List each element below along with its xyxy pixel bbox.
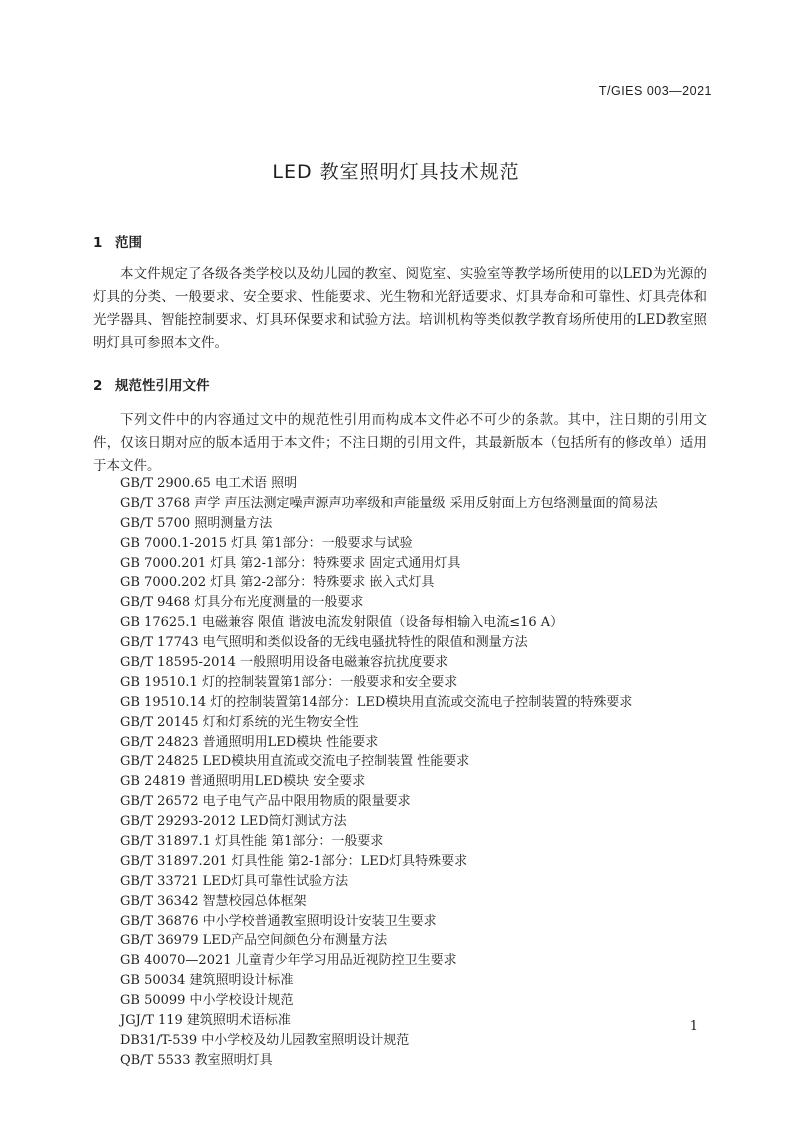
reference-list: [120, 474, 658, 1071]
reference-item: JGJ/T 119 建筑照明术语标准: [120, 1013, 291, 1029]
reference-item: QB/T 5533 教室照明灯具: [120, 1052, 273, 1068]
reference-item: GB 7000.202 灯具 第2-2部分：特殊要求 嵌入式灯具: [120, 575, 435, 591]
reference-item: GB/T 36342 智慧校园总体框架: [120, 893, 307, 909]
reference-item: DB31/T-539 中小学校及幼儿园教室照明设计规范: [120, 1032, 410, 1048]
reference-item: GB/T 5700 照明测量方法: [120, 515, 273, 531]
reference-item: GB 24819 普通照明用LED模块 安全要求: [120, 774, 366, 790]
reference-item: GB/T 26572 电子电气产品中限用物质的限量要求: [120, 794, 411, 810]
reference-item: GB/T 9468 灯具分布光度测量的一般要求: [120, 595, 364, 611]
section-number: 2: [93, 378, 103, 394]
reference-item: GB/T 24823 普通照明用LED模块 性能要求: [120, 734, 379, 750]
reference-item: GB/T 20145 灯和灯系统的光生物安全性: [120, 714, 359, 730]
reference-item: GB/T 18595-2014 一般照明用设备电磁兼容抗扰度要求: [120, 655, 449, 671]
reference-item: GB 50099 中小学校设计规范: [120, 993, 294, 1009]
references-intro-paragraph: 下列文件中的内容通过文中的规范性引用而构成本文件必不可少的条款。其中，注日期的引用文件，仅该日期对应的版本适用于本文件；不注日期的引用文件，其最新版本（包括所有的修改单）适用于本文件。: [93, 412, 707, 474]
reference-item: GB 40070—2021 儿童青少年学习用品近视防控卫生要求: [120, 953, 457, 969]
reference-item: GB/T 3768 声学 声压法测定噪声源声功率级和声能量级 采用反射面上方包络测量面的简易法: [120, 495, 658, 511]
reference-item: GB/T 2900.65 电工术语 照明: [120, 476, 298, 491]
reference-item: GB 7000.201 灯具 第2-1部分：特殊要求 固定式通用灯具: [120, 555, 461, 571]
page-number: 1: [689, 1019, 698, 1034]
reference-item: GB/T 24825 LED模块用直流或交流电子控制装置 性能要求: [120, 754, 470, 770]
reference-item: GB/T 29293-2012 LED筒灯测试方法: [120, 814, 347, 830]
section-number: 1: [93, 235, 103, 251]
standard-code: T/GIES 003—2021: [598, 84, 712, 98]
reference-item: GB/T 17743 电气照明和类似设备的无线电骚扰特性的限值和测量方法: [120, 635, 528, 651]
document-title: LED 教室照明灯具技术规范: [272, 161, 520, 183]
reference-item: GB/T 31897.201 灯具性能 第2-1部分：LED灯具特殊要求: [120, 853, 468, 869]
reference-item: GB/T 33721 LED灯具可靠性试验方法: [120, 873, 349, 889]
reference-item: GB 17625.1 电磁兼容 限值 谐波电流发射限值（设备每相输入电流≤16 A）: [120, 615, 564, 631]
section-heading-normative-references: [93, 374, 210, 394]
reference-item: GB/T 36979 LED产品空间颜色分布测量方法: [120, 933, 388, 949]
reference-item: GB 50034 建筑照明设计标准: [120, 973, 294, 989]
section-title: 规范性引用文件: [115, 378, 210, 394]
reference-item: GB 19510.14 灯的控制装置第14部分：LED模块用直流或交流电子控制装置的特殊要求: [120, 694, 633, 710]
section-heading-scope: [93, 231, 142, 251]
section-title: 范围: [115, 235, 142, 251]
reference-item: GB 7000.1-2015 灯具 第1部分：一般要求与试验: [120, 535, 413, 551]
reference-item: GB 19510.1 灯的控制装置第1部分：一般要求和安全要求: [120, 674, 458, 690]
scope-paragraph: 本文件规定了各级各类学校以及幼儿园的教室、阅览室、实验室等教学场所使用的以LED为光源的灯具的分类、一般要求、安全要求、性能要求、光生物和光舒适要求、灯具寿命和可靠性、灯具壳体和光学器具、智能控制要求、灯具环保要求和试验方法。培训机构等类似教学教育场所使用的LED教室照明灯具可参照本文件。: [93, 266, 707, 351]
reference-item: GB/T 36876 中小学校普通教室照明设计安装卫生要求: [120, 913, 437, 929]
reference-item: GB/T 31897.1 灯具性能 第1部分：一般要求: [120, 834, 384, 850]
